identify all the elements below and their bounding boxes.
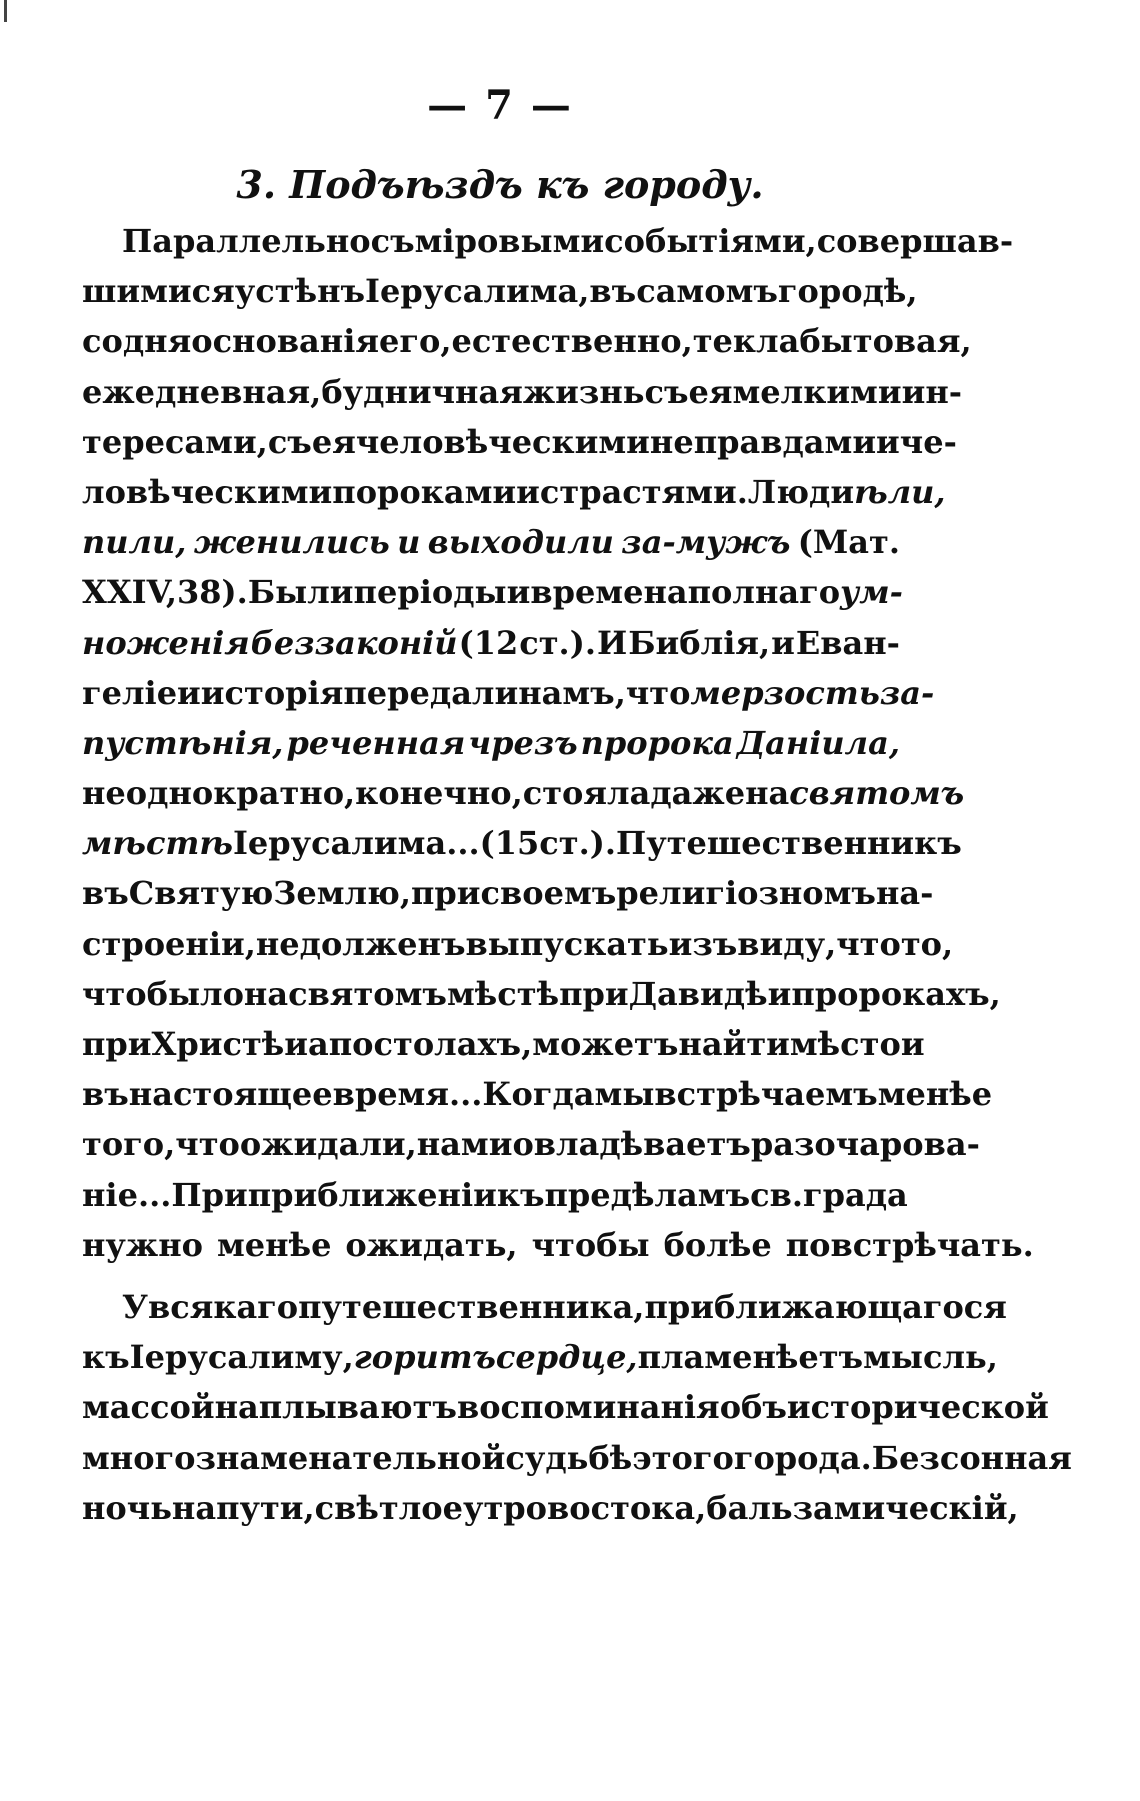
word: городѣ, bbox=[777, 272, 918, 311]
text-line bbox=[82, 1332, 998, 1382]
word: религіозномъ bbox=[616, 874, 876, 913]
word: то, bbox=[900, 924, 954, 963]
word: ея bbox=[311, 422, 356, 461]
word: дня bbox=[122, 322, 192, 361]
word: мелкими bbox=[732, 372, 902, 411]
text-line bbox=[82, 517, 900, 567]
text-line bbox=[82, 1382, 1049, 1432]
text-line bbox=[82, 316, 972, 366]
word: и bbox=[516, 472, 540, 511]
word: у bbox=[234, 272, 256, 311]
word: съ bbox=[644, 372, 689, 411]
word: Еван- bbox=[795, 623, 900, 662]
italic-word: за- bbox=[879, 673, 935, 712]
text-line bbox=[82, 668, 935, 718]
word: на bbox=[243, 974, 289, 1013]
italic-word: за-мужъ bbox=[621, 523, 791, 562]
word: наплываютъ bbox=[214, 1388, 457, 1427]
word: событіями, bbox=[604, 222, 817, 260]
word: періоды bbox=[353, 573, 507, 612]
word: Люди bbox=[747, 472, 855, 511]
word: Христѣ bbox=[151, 1025, 285, 1063]
word: бальзамическій, bbox=[706, 1488, 1019, 1527]
word: Библія, bbox=[628, 623, 771, 662]
word: ніе... bbox=[82, 1175, 172, 1214]
word: своемъ bbox=[480, 874, 617, 913]
word: чтобы bbox=[531, 1225, 650, 1264]
italic-word: мѣстѣ bbox=[82, 824, 233, 863]
italic-word: ѣли, bbox=[854, 472, 946, 511]
word: найти bbox=[678, 1025, 790, 1063]
italic-word: пустѣнія, bbox=[82, 723, 284, 762]
word: на- bbox=[875, 874, 934, 913]
word: Іерусалиму, bbox=[129, 1338, 354, 1377]
word: Святую bbox=[128, 874, 274, 913]
paragraph-break bbox=[82, 1270, 900, 1282]
word: совершав- bbox=[816, 222, 1014, 260]
word: міровыми bbox=[414, 222, 605, 260]
word: и bbox=[506, 573, 531, 612]
word: Когда bbox=[482, 1075, 595, 1114]
word: настоящее bbox=[128, 1075, 333, 1114]
word: ночь bbox=[82, 1488, 172, 1527]
word: въ bbox=[589, 272, 637, 311]
word: съ bbox=[267, 422, 312, 461]
word: болѣе bbox=[663, 1225, 772, 1264]
word: намъ, bbox=[518, 673, 626, 712]
word: не bbox=[82, 774, 126, 813]
word: нужно bbox=[82, 1225, 203, 1264]
word: Безсонная bbox=[871, 1438, 1072, 1477]
word: самомъ bbox=[636, 272, 778, 311]
word: и bbox=[284, 1025, 309, 1063]
italic-word: Даніила, bbox=[736, 723, 900, 762]
italic-word: выходили bbox=[427, 523, 614, 562]
word: виду, bbox=[737, 924, 837, 963]
text-line bbox=[82, 1119, 980, 1169]
word: пророкахъ, bbox=[791, 974, 1001, 1013]
text-line bbox=[82, 266, 918, 316]
word: при bbox=[559, 974, 629, 1013]
word: что bbox=[625, 673, 691, 712]
word: основанія bbox=[191, 322, 379, 361]
word: многознаменательной bbox=[82, 1438, 506, 1477]
word: овладѣваетъ bbox=[512, 1125, 751, 1164]
italic-word: женились bbox=[193, 523, 390, 562]
word: менѣе bbox=[216, 1225, 332, 1264]
word: конечно, bbox=[355, 774, 523, 813]
word: изъ bbox=[668, 924, 738, 963]
word: строеніи, bbox=[82, 924, 256, 963]
word: полнаго bbox=[687, 573, 841, 612]
italic-word: горитъ bbox=[353, 1338, 496, 1377]
word: ежедневная, bbox=[82, 372, 322, 411]
word: въ bbox=[82, 874, 129, 913]
word: что bbox=[836, 924, 901, 963]
word: передали bbox=[343, 673, 519, 712]
text-line bbox=[82, 969, 1001, 1019]
word: страстями. bbox=[539, 472, 748, 511]
word: и bbox=[900, 1025, 925, 1063]
italic-word: пили, bbox=[82, 523, 187, 562]
italic-word: ноженія bbox=[82, 623, 250, 662]
word: нами bbox=[416, 1125, 513, 1164]
word: ловѣческими bbox=[82, 472, 333, 511]
word: шимися bbox=[82, 272, 235, 311]
text-line bbox=[82, 567, 903, 617]
word: жизнь bbox=[522, 372, 645, 411]
italic-word: беззаконій bbox=[250, 623, 458, 662]
word: востока, bbox=[547, 1488, 707, 1527]
text-line bbox=[82, 868, 934, 918]
word: того, bbox=[82, 1125, 176, 1164]
word: его, bbox=[379, 322, 452, 361]
word: ея bbox=[688, 372, 733, 411]
word: можетъ bbox=[532, 1025, 679, 1063]
word: стѣнъ bbox=[255, 272, 366, 311]
word: будничная bbox=[321, 372, 523, 411]
word: исторической bbox=[786, 1388, 1049, 1427]
word: (Мат. bbox=[797, 523, 900, 562]
word: выпускать bbox=[465, 924, 669, 963]
word: свѣтлое bbox=[314, 1488, 463, 1527]
word: пламенѣетъ bbox=[637, 1338, 864, 1377]
word: и bbox=[876, 422, 900, 461]
text-line bbox=[82, 1019, 925, 1069]
word: ин- bbox=[901, 372, 963, 411]
word: даже bbox=[650, 774, 746, 813]
text-line bbox=[82, 216, 1014, 266]
word: со bbox=[82, 322, 123, 361]
italic-word: чрезъ bbox=[468, 723, 578, 762]
word: къ bbox=[496, 1175, 545, 1214]
word: пути, bbox=[216, 1488, 315, 1527]
italic-word: сердце, bbox=[495, 1338, 638, 1377]
text-line bbox=[82, 1433, 1072, 1483]
word: стояла bbox=[522, 774, 651, 813]
text-line bbox=[82, 1069, 993, 1119]
text-line bbox=[82, 919, 954, 969]
word: мы bbox=[594, 1075, 655, 1114]
word: однократно, bbox=[125, 774, 356, 813]
word: человѣческими bbox=[355, 422, 650, 461]
word: ожидали, bbox=[239, 1125, 417, 1164]
italic-word: мерзость bbox=[690, 673, 880, 712]
word: приближеніи bbox=[247, 1175, 497, 1214]
section-heading: 3. Подъѣздъ къ городу. bbox=[236, 162, 764, 207]
word: Путешественникъ bbox=[616, 824, 962, 863]
scan-edge-mark bbox=[4, 0, 7, 22]
word: этого bbox=[632, 1438, 734, 1477]
word: ст.). bbox=[539, 824, 617, 863]
word: Были bbox=[247, 573, 354, 612]
word: въ bbox=[82, 1075, 129, 1114]
word: У bbox=[122, 1287, 148, 1326]
word: предѣламъ bbox=[544, 1175, 751, 1214]
word: мысль, bbox=[863, 1338, 998, 1377]
text-line bbox=[82, 618, 900, 668]
word: 38). bbox=[177, 573, 248, 612]
word: повстрѣчать. bbox=[785, 1225, 1034, 1264]
word: И bbox=[596, 623, 628, 662]
word: воспоминанія bbox=[456, 1388, 720, 1427]
word: святомъ bbox=[288, 974, 447, 1013]
text-line bbox=[82, 1170, 908, 1220]
body-text bbox=[82, 216, 1072, 1533]
word: Іерусалима, bbox=[365, 272, 590, 311]
text-line bbox=[82, 1282, 1007, 1332]
word: приближающагося bbox=[644, 1287, 1007, 1326]
word: ожидать, bbox=[345, 1225, 518, 1264]
italic-word: святомъ bbox=[789, 774, 965, 813]
page-number: — 7 — bbox=[427, 82, 573, 129]
text-line bbox=[82, 818, 962, 868]
word: естественно, bbox=[451, 322, 693, 361]
text-line bbox=[82, 467, 946, 517]
word: было bbox=[146, 974, 244, 1013]
word: града bbox=[802, 1175, 908, 1214]
word: на bbox=[171, 1488, 217, 1527]
word: что bbox=[175, 1125, 240, 1164]
italic-word: реченная bbox=[286, 723, 466, 762]
word: неправдами bbox=[649, 422, 877, 461]
word: путешественника, bbox=[298, 1287, 645, 1326]
word: судьбѣ bbox=[505, 1438, 633, 1477]
word: и bbox=[767, 974, 792, 1013]
word: Давидѣ bbox=[628, 974, 768, 1013]
word: геліе bbox=[82, 673, 178, 712]
word: и bbox=[771, 623, 795, 662]
word: всякаго bbox=[147, 1287, 299, 1326]
word: время... bbox=[332, 1075, 483, 1114]
word: массой bbox=[82, 1388, 215, 1427]
word: (12 bbox=[458, 623, 519, 662]
word: объ bbox=[719, 1388, 787, 1427]
word: мѣстѣ bbox=[446, 974, 560, 1013]
word: (15 bbox=[479, 824, 540, 863]
word: XXIV, bbox=[82, 573, 177, 612]
word: къ bbox=[82, 1338, 130, 1377]
text-line bbox=[82, 718, 900, 768]
word: Параллельно bbox=[122, 222, 371, 260]
word: тересами, bbox=[82, 422, 268, 461]
word: Іерусалима... bbox=[232, 824, 480, 863]
word: исторія bbox=[200, 673, 344, 712]
word: города. bbox=[733, 1438, 872, 1477]
word: встрѣчаемъ bbox=[654, 1075, 878, 1114]
word: пороками bbox=[332, 472, 517, 511]
word: при bbox=[411, 874, 481, 913]
word: ст.). bbox=[519, 623, 596, 662]
word: времена bbox=[530, 573, 688, 612]
italic-word: ум- bbox=[840, 573, 903, 612]
italic-word: пророка bbox=[580, 723, 734, 762]
word: и bbox=[177, 673, 201, 712]
word: долженъ bbox=[299, 924, 466, 963]
text-line bbox=[82, 1220, 1034, 1270]
word: менѣе bbox=[877, 1075, 993, 1114]
text-line bbox=[82, 1483, 1019, 1533]
word: при bbox=[82, 1025, 152, 1063]
word: утро bbox=[462, 1488, 548, 1527]
word: текла bbox=[692, 322, 800, 361]
word: бытовая, bbox=[799, 322, 972, 361]
word: съ bbox=[370, 222, 415, 260]
word: мѣсто bbox=[789, 1025, 901, 1063]
text-line bbox=[82, 367, 963, 417]
word: При bbox=[171, 1175, 248, 1214]
italic-word: и bbox=[397, 523, 421, 562]
word: разочарова- bbox=[750, 1125, 980, 1164]
word: че- bbox=[899, 422, 957, 461]
word: Землю, bbox=[273, 874, 411, 913]
text-line bbox=[82, 768, 965, 818]
word: что bbox=[82, 974, 147, 1013]
word: на bbox=[745, 774, 790, 813]
word: не bbox=[255, 924, 300, 963]
word: св. bbox=[750, 1175, 803, 1214]
word: апостолахъ, bbox=[308, 1025, 533, 1063]
text-line bbox=[82, 417, 957, 467]
